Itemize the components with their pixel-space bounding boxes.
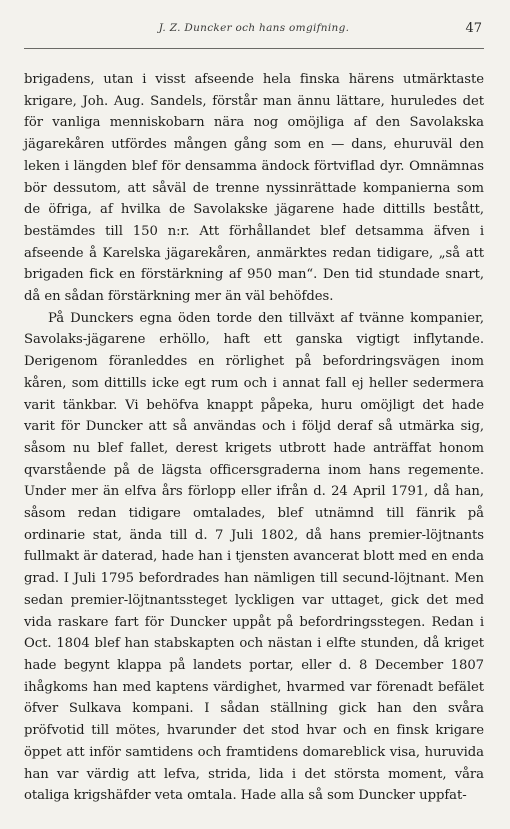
paragraph: På Dunckers egna öden torde den tillväxt af tvänne kompanier, Savolaks-jägarene erhöllo, haft ett ganska vigtigt inflytande. Derigenom föranleddes en rörlighet på befordringsvägen inom kåren, som dittills icke egt rum och i annat fall ej heller sedermera varit tänkbar. Vi behöfva knappt påpeka, huru omöjligt det hade varit för Duncker att så användas och i följd deraf så utmärka sig, såsom nu blef fallet, derest krigets utbrott hade anträffat honom qvarstående på de lägsta officersgraderna inom hans regemente. Under mer än elfva års förlopp eller ifrån d. 24 April 1791, då han, såsom redan tidigare omtalades, blef utnämnd till fänrik på ordinarie stat, ända till d. 7 Juli 1802, då hans premier-löjtnants fullmakt är daterad, hade han i tjensten avancerat blott med en enda grad. I Juli 1795 befordrades han nämligen till secund-löjtnant. Men sedan premier-löjtnantssteget lyckligen var uttaget, gick det med vida raskare fart för Duncker uppåt på befordringsstegen. Redan i Oct. 1804 blef han stabskapten och nästan i elfte stunden, då kriget hade begynt klappa på landets portar, eller d. 8 December 1807 ihågkoms han med kaptens värdighet, hvarmed var förenadt befälet öfver Sulkava kompani. I sådan ställning gick han den svåra pröfvotid till mötes, hvarunder det stod hvar och en finsk krigare öppet att inför samtidens och framtidens domareblick visa, huruvida han var värdig att lefva, strida, lida i det största moment, våra otaliga krigshäfder veta omtala. Hade alla så som Duncker uppfat-: [24, 310, 484, 804]
paragraph: brigadens, utan i visst afseende hela finska härens utmärktaste krigare, Joh. Aug. Sandels, förstår man ännu lättare, huruledes det för vanliga menniskobarn nära nog omöjliga af den Savolakska jägarekåren utfördes mången gång som en — dans, ehuruväl den leken i längden blef för densamma ändock förtviflad dyr. Omnämnas bör dessutom, att såväl de trenne nyssinrättade kompanierna som de öfriga, af hvilka de Savolakske jägarene hade dittills bestått, bestämdes till 150 n:r. Att förhållandet blef detsamma äfven i afseende å Karelska jägarekåren, anmärktes redan tidigare, „så att brigaden fick en förstärkning af 950 man“. Den tid stundade snart, då en sådan förstärkning mer än väl behöfdes.: [24, 72, 484, 305]
body-text: [24, 69, 484, 807]
header-rule: [24, 48, 484, 49]
running-head: J. Z. Duncker och hans omgifning.: [158, 22, 350, 34]
page-number: 47: [465, 21, 482, 36]
page-header: [24, 0, 484, 50]
